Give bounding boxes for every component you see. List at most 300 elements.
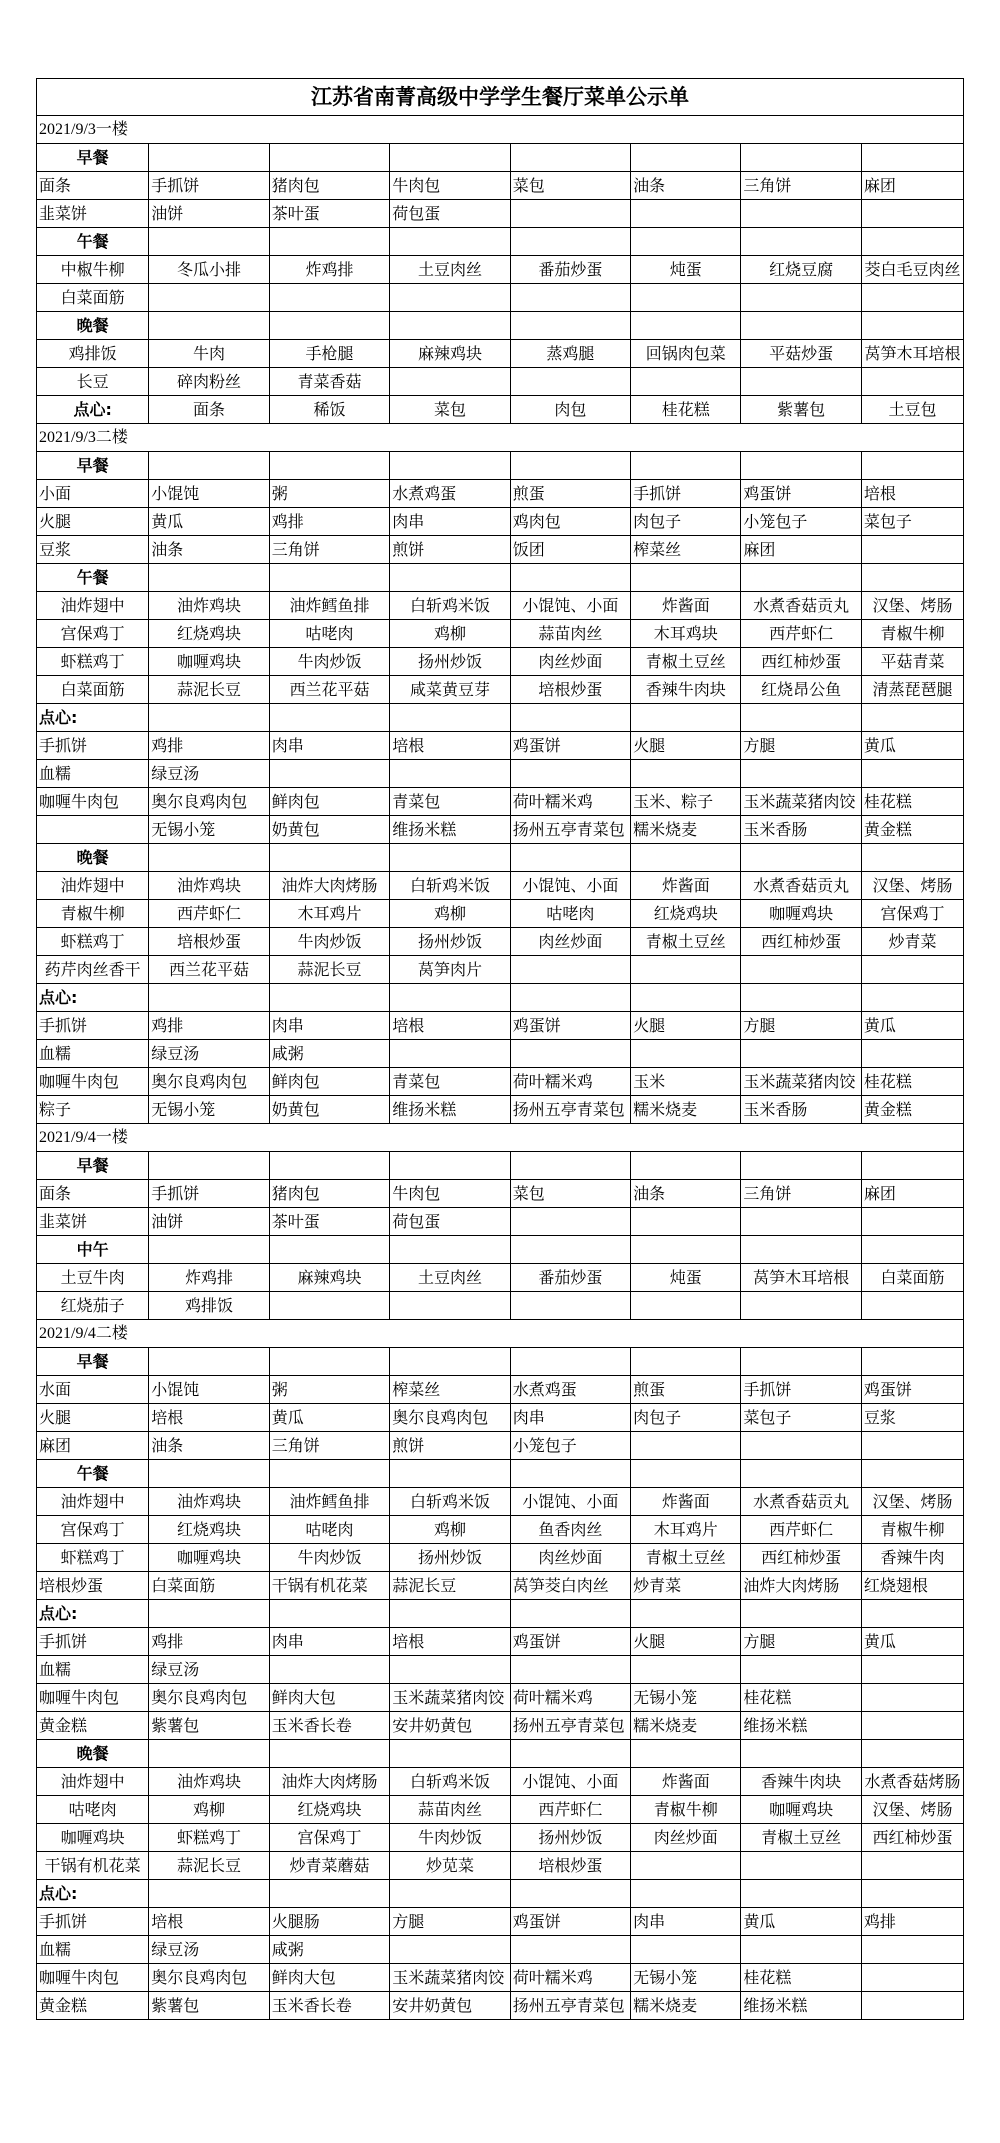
menu-row (37, 676, 964, 704)
dish-cell: 鸡排 (149, 1012, 269, 1040)
meal-section-row (37, 228, 964, 256)
menu-row (37, 1180, 964, 1208)
dish-cell: 咕咾肉 (269, 1516, 389, 1544)
menu-row (37, 872, 964, 900)
dish-cell: 小笼包子 (510, 1432, 630, 1460)
dish-cell: 中椒牛柳 (37, 256, 149, 284)
menu-row (37, 620, 964, 648)
dish-cell (861, 1432, 963, 1460)
empty-cell (631, 1600, 741, 1628)
dish-cell (861, 536, 963, 564)
dish-cell (390, 760, 510, 788)
dish-cell (390, 1936, 510, 1964)
meal-section-row (37, 1152, 964, 1180)
dish-cell: 蒜苗肉丝 (510, 620, 630, 648)
dish-cell: 粽子 (37, 1096, 149, 1124)
empty-cell (741, 1460, 861, 1488)
dish-cell: 无锡小笼 (631, 1684, 741, 1712)
dish-cell: 菜包 (390, 396, 510, 424)
menu-row (37, 900, 964, 928)
dish-cell: 玉米香长卷 (269, 1992, 389, 2020)
meal-section-row (37, 984, 964, 1012)
dish-cell: 猪肉包 (269, 172, 389, 200)
empty-cell (269, 1600, 389, 1628)
dish-cell: 方腿 (741, 732, 861, 760)
dish-cell: 莴笋木耳培根 (741, 1264, 861, 1292)
dish-cell: 水煮香菇贡丸 (741, 1488, 861, 1516)
dish-cell (631, 1208, 741, 1236)
dish-cell: 牛肉炒饭 (269, 648, 389, 676)
meal-section-label: 晚餐 (37, 312, 149, 340)
date-location-label: 2021/9/3一楼 (37, 116, 964, 144)
dish-cell: 火腿 (631, 1628, 741, 1656)
dish-cell: 玉米蔬菜猪肉饺 (741, 788, 861, 816)
dish-cell: 手抓饼 (149, 1180, 269, 1208)
dish-cell: 荷叶糯米鸡 (510, 1964, 630, 1992)
dish-cell: 黄瓜 (861, 1012, 963, 1040)
dish-cell: 咖喱鸡块 (741, 1796, 861, 1824)
menu-row (37, 1992, 964, 2020)
empty-cell (861, 1348, 963, 1376)
dish-cell: 咖喱鸡块 (741, 900, 861, 928)
dish-cell: 青椒牛柳 (861, 1516, 963, 1544)
dish-cell: 水面 (37, 1376, 149, 1404)
menu-row (37, 1656, 964, 1684)
dish-cell (861, 956, 963, 984)
dish-cell: 西芹虾仁 (741, 1516, 861, 1544)
menu-row (37, 1404, 964, 1432)
empty-cell (861, 704, 963, 732)
dish-cell: 炸鸡排 (149, 1264, 269, 1292)
dish-cell: 无锡小笼 (631, 1964, 741, 1992)
dish-cell: 油炸大肉烤肠 (269, 1768, 389, 1796)
menu-row (37, 256, 964, 284)
dish-cell (741, 284, 861, 312)
dish-cell: 鸡柳 (149, 1796, 269, 1824)
dish-cell: 煎饼 (390, 1432, 510, 1460)
dish-cell (631, 1292, 741, 1320)
dish-cell: 麻辣鸡块 (390, 340, 510, 368)
dish-cell: 麻团 (861, 172, 963, 200)
dish-cell: 扬州炒饭 (510, 1824, 630, 1852)
empty-cell (741, 1880, 861, 1908)
dish-cell (149, 284, 269, 312)
dish-cell: 肉串 (631, 1908, 741, 1936)
menu-row (37, 1264, 964, 1292)
dish-cell: 油炸大肉烤肠 (741, 1572, 861, 1600)
dish-cell: 油饼 (149, 200, 269, 228)
dish-cell (631, 284, 741, 312)
empty-cell (390, 564, 510, 592)
dish-cell: 火腿 (631, 732, 741, 760)
empty-cell (149, 452, 269, 480)
dish-cell: 牛肉炒饭 (390, 1824, 510, 1852)
dish-cell: 方腿 (390, 1908, 510, 1936)
dish-cell: 鱼香肉丝 (510, 1516, 630, 1544)
dish-cell (741, 760, 861, 788)
dish-cell: 肉丝炒面 (510, 928, 630, 956)
dish-cell: 小馄饨 (149, 1376, 269, 1404)
dish-cell: 点心: (37, 396, 149, 424)
dish-cell: 西红柿炒蛋 (741, 648, 861, 676)
empty-cell (510, 704, 630, 732)
dish-cell: 炸酱面 (631, 1768, 741, 1796)
title-row (37, 79, 964, 116)
dish-cell: 扬州炒饭 (390, 928, 510, 956)
dish-cell: 黄瓜 (861, 732, 963, 760)
empty-cell (510, 1600, 630, 1628)
empty-cell (269, 1740, 389, 1768)
empty-cell (269, 1880, 389, 1908)
dish-cell: 宫保鸡丁 (269, 1824, 389, 1852)
meal-section-label: 点心: (37, 1880, 149, 1908)
dish-cell: 鸡蛋饼 (510, 1012, 630, 1040)
dish-cell: 培根 (390, 732, 510, 760)
dish-cell: 面条 (37, 1180, 149, 1208)
dish-cell (861, 284, 963, 312)
dish-cell: 咖喱鸡块 (149, 648, 269, 676)
dish-cell (269, 1656, 389, 1684)
dish-cell: 韭菜饼 (37, 1208, 149, 1236)
empty-cell (149, 144, 269, 172)
dish-cell: 水煮鸡蛋 (390, 480, 510, 508)
dish-cell (741, 1040, 861, 1068)
dish-cell: 木耳鸡片 (631, 1516, 741, 1544)
dish-cell: 手抓饼 (149, 172, 269, 200)
dish-cell: 红烧豆腐 (741, 256, 861, 284)
empty-cell (631, 1152, 741, 1180)
dish-cell: 维扬米糕 (390, 816, 510, 844)
empty-cell (631, 1740, 741, 1768)
dish-cell: 粥 (269, 480, 389, 508)
empty-cell (741, 564, 861, 592)
dish-cell: 油条 (149, 536, 269, 564)
dish-cell: 青菜包 (390, 1068, 510, 1096)
dish-cell: 咖喱鸡块 (149, 1544, 269, 1572)
dish-cell: 油炸大肉烤肠 (269, 872, 389, 900)
dish-cell: 面条 (149, 396, 269, 424)
dish-cell: 炖蛋 (631, 1264, 741, 1292)
empty-cell (861, 844, 963, 872)
empty-cell (741, 704, 861, 732)
empty-cell (741, 452, 861, 480)
dish-cell (390, 368, 510, 396)
menu-row (37, 1908, 964, 1936)
menu-row (37, 1684, 964, 1712)
menu-table (36, 78, 964, 2020)
menu-row (37, 508, 964, 536)
dish-cell: 肉丝炒面 (510, 1544, 630, 1572)
dish-cell: 鸡柳 (390, 900, 510, 928)
dish-cell: 玉米香长卷 (269, 1712, 389, 1740)
dish-cell (741, 1852, 861, 1880)
dish-cell: 番茄炒蛋 (510, 256, 630, 284)
dish-cell: 咖喱牛肉包 (37, 1964, 149, 1992)
empty-cell (631, 1236, 741, 1264)
dish-cell: 水煮香菇贡丸 (741, 592, 861, 620)
dish-cell: 咸菜黄豆芽 (390, 676, 510, 704)
dish-cell: 西红柿炒蛋 (741, 1544, 861, 1572)
dish-cell: 培根 (149, 1404, 269, 1432)
dish-cell: 西兰花平菇 (269, 676, 389, 704)
dish-cell: 油炸鸡块 (149, 872, 269, 900)
menu-row (37, 1796, 964, 1824)
date-location-label: 2021/9/4一楼 (37, 1124, 964, 1152)
dish-cell: 面条 (37, 172, 149, 200)
dish-cell: 青椒土豆丝 (741, 1824, 861, 1852)
dish-cell: 血糯 (37, 760, 149, 788)
dish-cell: 鸡排饭 (37, 340, 149, 368)
dish-cell: 榨菜丝 (631, 536, 741, 564)
dish-cell: 鸡蛋饼 (861, 1376, 963, 1404)
dish-cell: 白斩鸡米饭 (390, 1768, 510, 1796)
dish-cell: 青椒牛柳 (631, 1796, 741, 1824)
meal-section-row (37, 844, 964, 872)
dish-cell (741, 1432, 861, 1460)
empty-cell (149, 228, 269, 256)
dish-cell: 红烧鸡块 (631, 900, 741, 928)
dish-cell: 玉米、粽子 (631, 788, 741, 816)
empty-cell (390, 452, 510, 480)
dish-cell: 紫薯包 (149, 1992, 269, 2020)
empty-cell (149, 1152, 269, 1180)
dish-cell: 火腿 (37, 508, 149, 536)
empty-cell (631, 704, 741, 732)
dish-cell: 莴笋茭白肉丝 (510, 1572, 630, 1600)
meal-section-label: 早餐 (37, 1348, 149, 1376)
dish-cell: 粥 (269, 1376, 389, 1404)
empty-cell (390, 844, 510, 872)
dish-cell: 奶黄包 (269, 816, 389, 844)
empty-cell (631, 144, 741, 172)
dish-cell (37, 816, 149, 844)
dish-cell: 炖蛋 (631, 256, 741, 284)
empty-cell (149, 1236, 269, 1264)
dish-cell: 绿豆汤 (149, 1936, 269, 1964)
dish-cell: 血糯 (37, 1040, 149, 1068)
dish-cell: 茭白毛豆肉丝 (861, 256, 963, 284)
dish-cell (510, 200, 630, 228)
empty-cell (631, 452, 741, 480)
dish-cell: 土豆肉丝 (390, 256, 510, 284)
dish-cell: 碎肉粉丝 (149, 368, 269, 396)
dish-cell: 油炸鸡块 (149, 1768, 269, 1796)
dish-cell: 平菇青菜 (861, 648, 963, 676)
dish-cell: 扬州五亭青菜包 (510, 816, 630, 844)
dish-cell: 手抓饼 (37, 1012, 149, 1040)
dish-cell: 奥尔良鸡肉包 (149, 1964, 269, 1992)
dish-cell: 西兰花平菇 (149, 956, 269, 984)
empty-cell (631, 1880, 741, 1908)
dish-cell: 麻辣鸡块 (269, 1264, 389, 1292)
dish-cell: 桂花糕 (631, 396, 741, 424)
dish-cell: 油炸翅中 (37, 872, 149, 900)
dish-cell: 莴笋木耳培根 (861, 340, 963, 368)
menu-row (37, 816, 964, 844)
empty-cell (269, 1236, 389, 1264)
empty-cell (741, 844, 861, 872)
dish-cell (631, 1040, 741, 1068)
dish-cell: 麻团 (861, 1180, 963, 1208)
dish-cell: 土豆牛肉 (37, 1264, 149, 1292)
dish-cell: 炸酱面 (631, 872, 741, 900)
dish-cell: 白斩鸡米饭 (390, 592, 510, 620)
dish-cell: 红烧鸡块 (149, 1516, 269, 1544)
dish-cell: 荷叶糯米鸡 (510, 788, 630, 816)
empty-cell (741, 144, 861, 172)
dish-cell: 牛肉包 (390, 172, 510, 200)
dish-cell: 紫薯包 (741, 396, 861, 424)
dish-cell (861, 1964, 963, 1992)
dish-cell (861, 1684, 963, 1712)
dish-cell: 桂花糕 (741, 1684, 861, 1712)
empty-cell (269, 1152, 389, 1180)
dish-cell: 血糯 (37, 1936, 149, 1964)
dish-cell (631, 1432, 741, 1460)
empty-cell (861, 1152, 963, 1180)
dish-cell (741, 1292, 861, 1320)
empty-cell (269, 312, 389, 340)
empty-cell (269, 1460, 389, 1488)
dish-cell: 香辣牛肉块 (741, 1768, 861, 1796)
menu-row (37, 1040, 964, 1068)
dish-cell: 黄瓜 (741, 1908, 861, 1936)
dish-cell: 西芹虾仁 (510, 1796, 630, 1824)
dish-cell: 宫保鸡丁 (37, 1516, 149, 1544)
dish-cell: 清蒸琵琶腿 (861, 676, 963, 704)
dish-cell (390, 1292, 510, 1320)
dish-cell: 虾糕鸡丁 (37, 648, 149, 676)
dish-cell: 炸酱面 (631, 1488, 741, 1516)
date-location-label: 2021/9/3二楼 (37, 424, 964, 452)
empty-cell (149, 1880, 269, 1908)
dish-cell (390, 1040, 510, 1068)
dish-cell: 玉米蔬菜猪肉饺 (741, 1068, 861, 1096)
meal-section-row (37, 1600, 964, 1628)
dish-cell: 鲜肉包 (269, 788, 389, 816)
dish-cell (510, 1040, 630, 1068)
dish-cell: 水煮香菇烤肠 (861, 1768, 963, 1796)
dish-cell: 牛肉 (149, 340, 269, 368)
dish-cell (861, 200, 963, 228)
empty-cell (149, 1460, 269, 1488)
menu-row (37, 1516, 964, 1544)
dish-cell (269, 1292, 389, 1320)
dish-cell (861, 1208, 963, 1236)
dish-cell (510, 368, 630, 396)
dish-cell: 无锡小笼 (149, 816, 269, 844)
empty-cell (269, 844, 389, 872)
dish-cell: 紫薯包 (149, 1712, 269, 1740)
date-location-label: 2021/9/4二楼 (37, 1320, 964, 1348)
dish-cell: 培根炒蛋 (149, 928, 269, 956)
dish-cell: 牛肉包 (390, 1180, 510, 1208)
menu-row (37, 1712, 964, 1740)
meal-section-label: 午餐 (37, 1460, 149, 1488)
menu-row (37, 956, 964, 984)
dish-cell: 豆浆 (37, 536, 149, 564)
dish-cell: 红烧翅根 (861, 1572, 963, 1600)
dish-cell: 培根炒蛋 (510, 676, 630, 704)
dish-cell: 白菜面筋 (149, 1572, 269, 1600)
dish-cell: 糯米烧麦 (631, 1712, 741, 1740)
empty-cell (269, 452, 389, 480)
dish-cell: 血糯 (37, 1656, 149, 1684)
dish-cell: 白菜面筋 (37, 676, 149, 704)
empty-cell (631, 1348, 741, 1376)
dish-cell: 油条 (631, 172, 741, 200)
dish-cell: 手枪腿 (269, 340, 389, 368)
dish-cell: 木耳鸡片 (269, 900, 389, 928)
dish-cell: 咖喱牛肉包 (37, 1068, 149, 1096)
dish-cell: 炸酱面 (631, 592, 741, 620)
dish-cell (741, 368, 861, 396)
dish-cell (631, 1936, 741, 1964)
dish-cell: 糯米烧麦 (631, 1992, 741, 2020)
dish-cell: 菜包子 (861, 508, 963, 536)
dish-cell: 稀饭 (269, 396, 389, 424)
dish-cell: 荷包蛋 (390, 1208, 510, 1236)
dish-cell: 煎蛋 (510, 480, 630, 508)
dish-cell: 水煮香菇贡丸 (741, 872, 861, 900)
empty-cell (631, 564, 741, 592)
dish-cell: 肉串 (269, 1012, 389, 1040)
dish-cell: 青椒土豆丝 (631, 1544, 741, 1572)
dish-cell: 肉串 (390, 508, 510, 536)
dish-cell (861, 1992, 963, 2020)
empty-cell (861, 1880, 963, 1908)
meal-section-label: 午餐 (37, 228, 149, 256)
dish-cell (510, 956, 630, 984)
dish-cell: 绿豆汤 (149, 1656, 269, 1684)
dish-cell (741, 1656, 861, 1684)
dish-cell: 干锅有机花菜 (269, 1572, 389, 1600)
dish-cell: 炒青菜蘑菇 (269, 1852, 389, 1880)
dish-cell: 白菜面筋 (861, 1264, 963, 1292)
dish-cell: 奥尔良鸡肉包 (149, 788, 269, 816)
dish-cell: 莴笋肉片 (390, 956, 510, 984)
dish-cell: 青椒牛柳 (861, 620, 963, 648)
dish-cell: 咸粥 (269, 1040, 389, 1068)
menu-row (37, 536, 964, 564)
menu-row (37, 1012, 964, 1040)
dish-cell (631, 1852, 741, 1880)
dish-cell (861, 1292, 963, 1320)
dish-cell: 荷包蛋 (390, 200, 510, 228)
meal-section-row (37, 1740, 964, 1768)
dish-cell: 维扬米糕 (741, 1992, 861, 2020)
empty-cell (390, 1460, 510, 1488)
dish-cell: 香辣牛肉 (861, 1544, 963, 1572)
dish-cell: 小笼包子 (741, 508, 861, 536)
dish-cell: 鲜肉包 (269, 1068, 389, 1096)
dish-cell: 鸡排 (149, 732, 269, 760)
meal-section-label: 早餐 (37, 144, 149, 172)
dish-cell: 咕咾肉 (37, 1796, 149, 1824)
dish-cell: 香辣牛肉块 (631, 676, 741, 704)
dish-cell: 桂花糕 (741, 1964, 861, 1992)
empty-cell (741, 1152, 861, 1180)
dish-cell (861, 1852, 963, 1880)
empty-cell (390, 1600, 510, 1628)
empty-cell (741, 228, 861, 256)
dish-cell: 菜包子 (741, 1404, 861, 1432)
empty-cell (861, 984, 963, 1012)
menu-row (37, 480, 964, 508)
dish-cell: 糯米烧麦 (631, 1096, 741, 1124)
dish-cell: 肉丝炒面 (631, 1824, 741, 1852)
dish-cell: 咕咾肉 (269, 620, 389, 648)
